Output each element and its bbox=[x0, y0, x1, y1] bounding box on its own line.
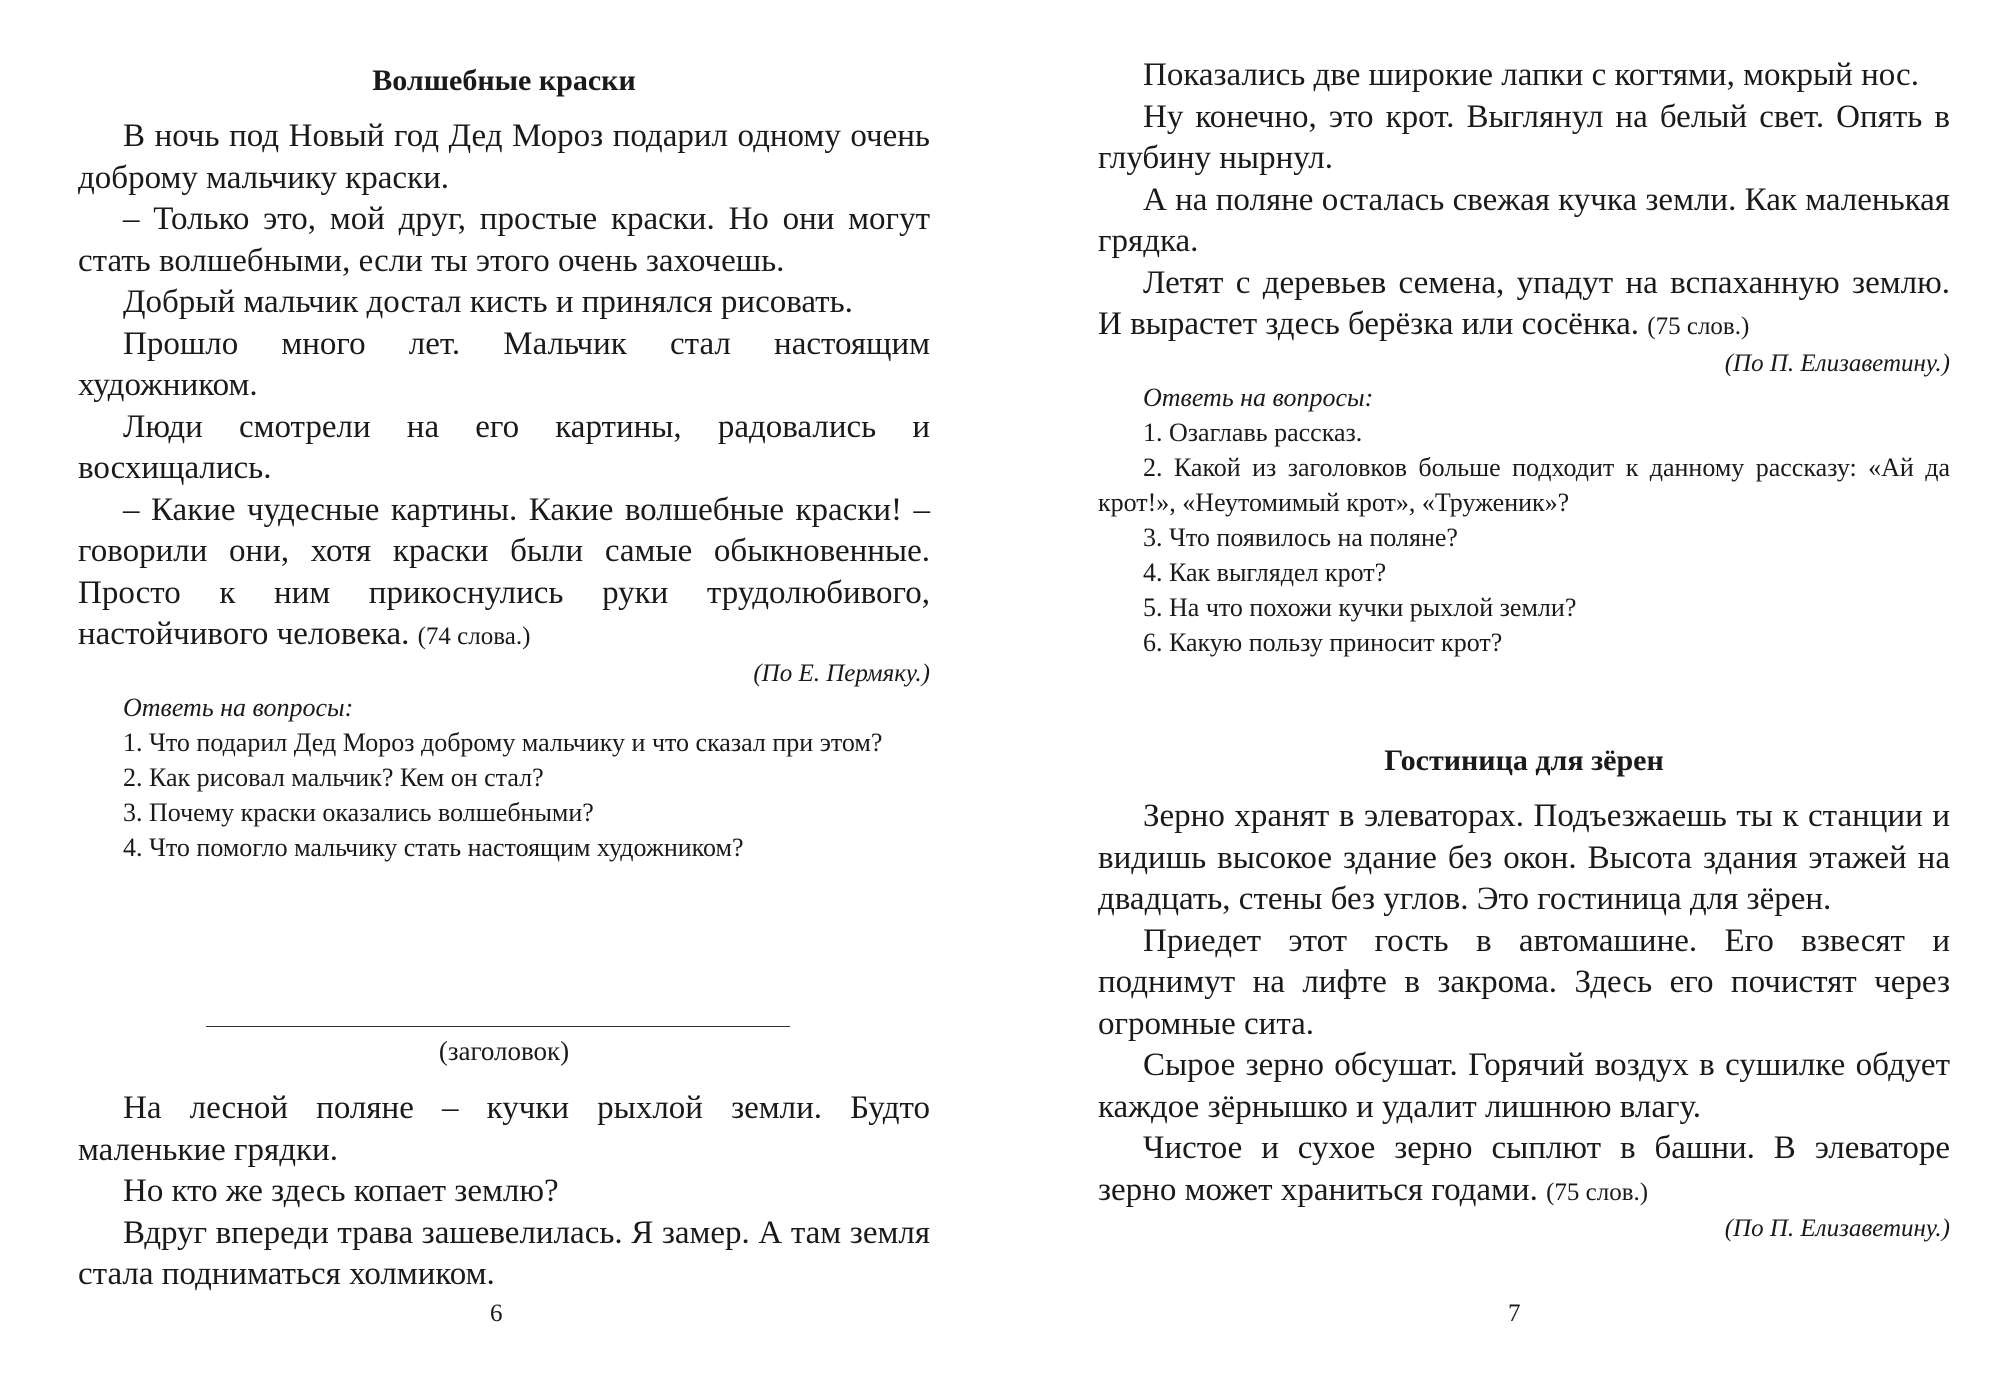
paragraph: – Только это, мой друг, простые краски. Но они могут стать волшебными, если ты этого очень захочешь. bbox=[78, 201, 930, 279]
word-count: (75 слов.) bbox=[1647, 313, 1750, 340]
paragraph: Но кто же здесь копает землю? bbox=[123, 1173, 559, 1209]
story-title-grain-hotel: Гостиница для зёрен bbox=[1384, 744, 1664, 777]
paragraph bbox=[1098, 263, 1950, 348]
paragraph-text: Летят с деревьев семена, упадут на вспаханную землю. И вырастет здесь берёзка или сосёнка. bbox=[1098, 264, 1950, 342]
paragraph-text: – Какие чудесные картины. Какие волшебные краски! – говорили они, хотя краски были самые обыкновенные. Просто к ним прикоснулись руки трудолюбивого, настойчивого человека. bbox=[78, 491, 930, 652]
paragraph: Сырое зерно обсушат. Горячий воздух в сушилке обдует каждое зёрнышко и удалит лишнюю влагу. bbox=[1098, 1047, 1950, 1125]
paragraph-text: Чистое и сухое зерно сыплют в башни. В элеваторе зерно может храниться годами. bbox=[1098, 1130, 1950, 1208]
paragraph: Вдруг впереди трава зашевелилась. Я замер. А там земля стала подниматься холмиком. bbox=[78, 1214, 930, 1292]
paragraph: А на поляне осталась свежая кучка земли. Как маленькая грядка. bbox=[1098, 181, 1950, 259]
author-attribution: (По П. Елизаветину.) bbox=[1724, 1215, 1950, 1242]
title-blank-caption: (заголовок) bbox=[438, 1036, 570, 1066]
paragraph: Люди смотрели на его картины, радовались и восхищались. bbox=[78, 408, 930, 486]
paragraph bbox=[1098, 1128, 1950, 1213]
author-attribution: (По П. Елизаветину.) bbox=[1724, 349, 1950, 377]
paragraph: Показались две широкие лапки с когтями, мокрый нос. bbox=[1143, 57, 1919, 93]
question-item: 4. Как выглядел крот? bbox=[1143, 557, 1387, 587]
paragraph: Ну конечно, это крот. Выглянул на белый свет. Опять в глубину нырнул. bbox=[1098, 98, 1950, 176]
paragraph: Зерно хранят в элеваторах. Подъезжаешь ты к станции и видишь высокое здание без окон. Высота здания этажей на двадцать, стены без углов. Это гостиница для зёрен. bbox=[1098, 798, 1950, 917]
question-item: 3. Что появилось на поляне? bbox=[1143, 522, 1458, 552]
question-item: 6. Какую пользу приносит крот? bbox=[1143, 627, 1503, 657]
questions-heading: Ответь на вопросы: bbox=[123, 692, 354, 722]
paragraph: На лесной поляне – кучки рыхлой земли. Будто маленькие грядки. bbox=[78, 1090, 930, 1168]
question-item: 3. Почему краски оказались волшебными? bbox=[123, 797, 594, 827]
author-attribution: (По Е. Пермяку.) bbox=[753, 659, 930, 687]
question-item: 5. На что похожи кучки рыхлой земли? bbox=[1143, 592, 1577, 622]
paragraph: Приедет этот гость в автомашине. Его взвесят и поднимут на лифте в закрома. Здесь его почистят через огромные сита. bbox=[1098, 922, 1950, 1042]
question-item: 2. Какой из заголовков больше подходит к данному рассказу: «Ай да крот!», «Неутомимый крот», «Труженик»? bbox=[1098, 452, 1950, 517]
word-count: (74 слова.) bbox=[417, 623, 531, 650]
title-blank-line bbox=[206, 1026, 790, 1027]
question-item: 4. Что помогло мальчику стать настоящим художником? bbox=[123, 832, 744, 862]
question-item: 1. Озаглавь рассказ. bbox=[1143, 417, 1363, 447]
page-number: 6 bbox=[490, 1300, 503, 1327]
paragraph: Прошло много лет. Мальчик стал настоящим художником. bbox=[78, 325, 930, 403]
questions-heading: Ответь на вопросы: bbox=[1143, 382, 1374, 412]
story-title-magic-paints: Волшебные краски bbox=[372, 64, 636, 97]
paragraph bbox=[78, 490, 930, 658]
question-item: 1. Что подарил Дед Мороз доброму мальчику и что сказал при этом? bbox=[123, 727, 883, 757]
paragraph: Добрый мальчик достал кисть и принялся рисовать. bbox=[123, 284, 853, 320]
page-number: 7 bbox=[1508, 1300, 1521, 1327]
word-count: (75 слов.) bbox=[1546, 1178, 1649, 1206]
question-item: 2. Как рисовал мальчик? Кем он стал? bbox=[123, 762, 544, 792]
paragraph: В ночь под Новый год Дед Мороз подарил одному очень доброму мальчику краски. bbox=[78, 118, 930, 196]
